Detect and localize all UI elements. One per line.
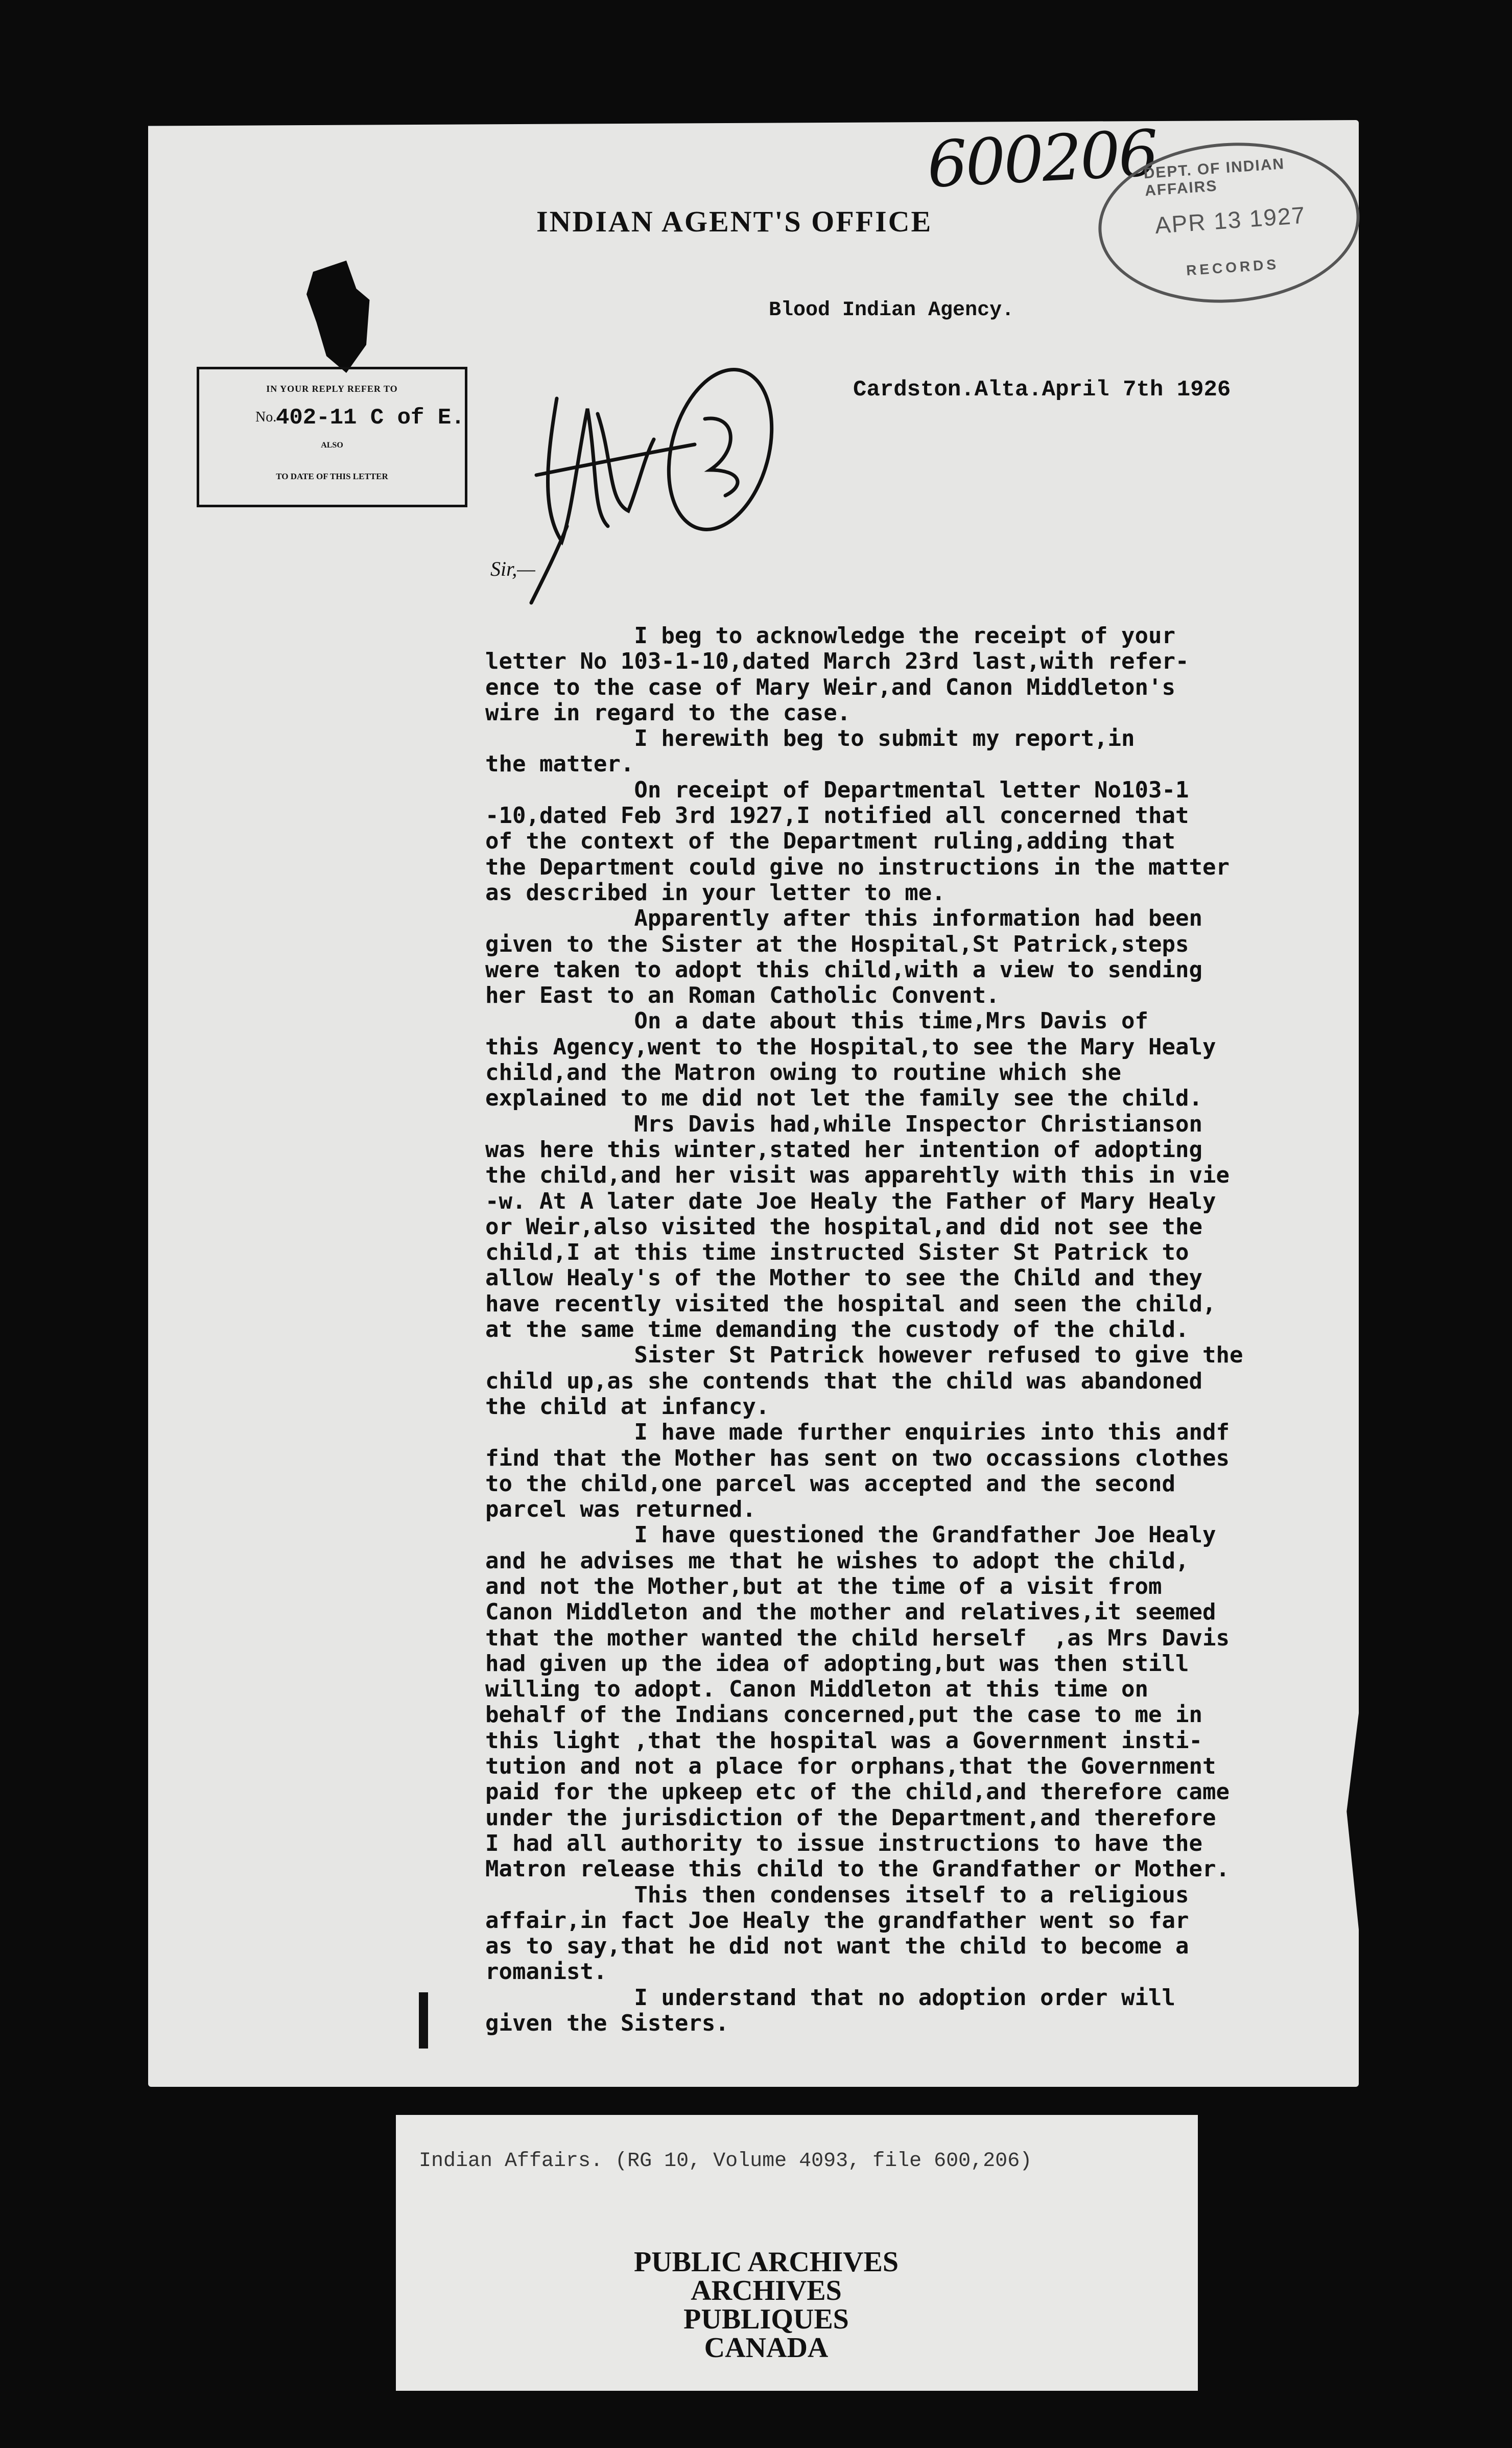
date-of-letter-label: TO DATE OF THIS LETTER (276, 472, 388, 481)
archives-line-1: PUBLIC ARCHIVES (633, 2246, 899, 2278)
archives-line-3: CANADA (704, 2332, 829, 2364)
refer-to-label: IN YOUR REPLY REFER TO (266, 384, 398, 394)
archive-citation: Indian Affairs. (RG 10, Volume 4093, file 600,206) (419, 2150, 1032, 2173)
stamp-records-text: RECORDS (1186, 256, 1280, 279)
margin-mark (419, 1992, 428, 2049)
office-title: INDIAN AGENT'S OFFICE (536, 205, 933, 238)
reference-number: 402-11 C of E. (276, 405, 465, 431)
handwritten-initials (526, 358, 792, 613)
handwritten-file-number: 600206 (925, 116, 1159, 202)
stamp-date: APR 13 1927 (1154, 201, 1307, 239)
archives-line-2: ARCHIVES PUBLIQUES (683, 2275, 849, 2335)
number-label: No. (255, 409, 277, 425)
salutation: Sir,— (490, 557, 535, 580)
agency-name: Blood Indian Agency. (769, 299, 1014, 322)
letter-body: I beg to acknowledge the receipt of your letter No 103-1-10,dated March 23rd last,with refer- ence to the case of Mary Weir,and Canon Middleton's wire in regard to the case. I herewith beg to submit my report,in the matter. On receipt of Departmental letter No103-1 -10,dated Feb 3rd 1927,I notified all concerned that of the context of the Department ruling,adding that the Department could give no instructions in the matter as described in your letter to me. Apparently after this information had been given to the Sister at the Hospital,St Patrick,steps were taken to adopt this child,with a view to sending her East to an Roman Catholic Convent. On a date about this time,Mrs Davis of this Agency,went to the Hospital,to see the Mary Healy child,and the Matron owing to routine which she explained to me did not let the family see the child. Mrs Davis had,while Inspector Christianson was here this winter,stated her intention of adopting the child,and her visit was apparehtly with this in vie -w. At A later date Joe Healy the Father of Mary Healy or Weir,also visited the hospital,and did not see the child,I at this time instructed Sister St Patrick to allow Healy's of the Mother to see the Child and they have recently visited the hospital and seen the child, at the same time demanding the custody of the child. Sister St Patrick however refused to give the child up,as she contends that the child was abandoned the child at infancy. I have made further enquiries into this andf find that the Mother has sent on two occassions clothes to the child,one parcel was accepted and the second parcel was returned. I have questioned the Grandfather Joe Healy and he advises me that he wishes to adopt the child, and not the Mother,but at the time of a visit from Canon Middleton and the mother and relatives,it seemed that the mother wanted the child herself ,as Mrs Davis had given up the idea of adopting,but was then still willing to adopt. Canon Middleton at this time on behalf of the Indians concerned,put the case to me in this light ,that the hospital was a Government insti- tution and not a place for orphans,that the Government paid for the upkeep etc of the child,and therefore came under the jurisdiction of the Department,and therefore I had all authority to issue instructions to have the Matron release this child to the Grandfather or Mother. This then condenses itself to a religious affair,in fact Joe Healy the grandfather went so far as to say,that he did not want the child to become a romanist. I understand that no adoption order will given the Sisters. (485, 623, 1243, 2037)
also-label: ALSO (321, 441, 343, 450)
reference-box (197, 367, 467, 507)
stamp-department-text: DEPT. OF INDIAN AFFAIRS (1143, 155, 1286, 200)
letter-date: Cardston.Alta.April 7th 1926 (853, 377, 1231, 403)
public-archives-stamp (613, 2248, 919, 2362)
